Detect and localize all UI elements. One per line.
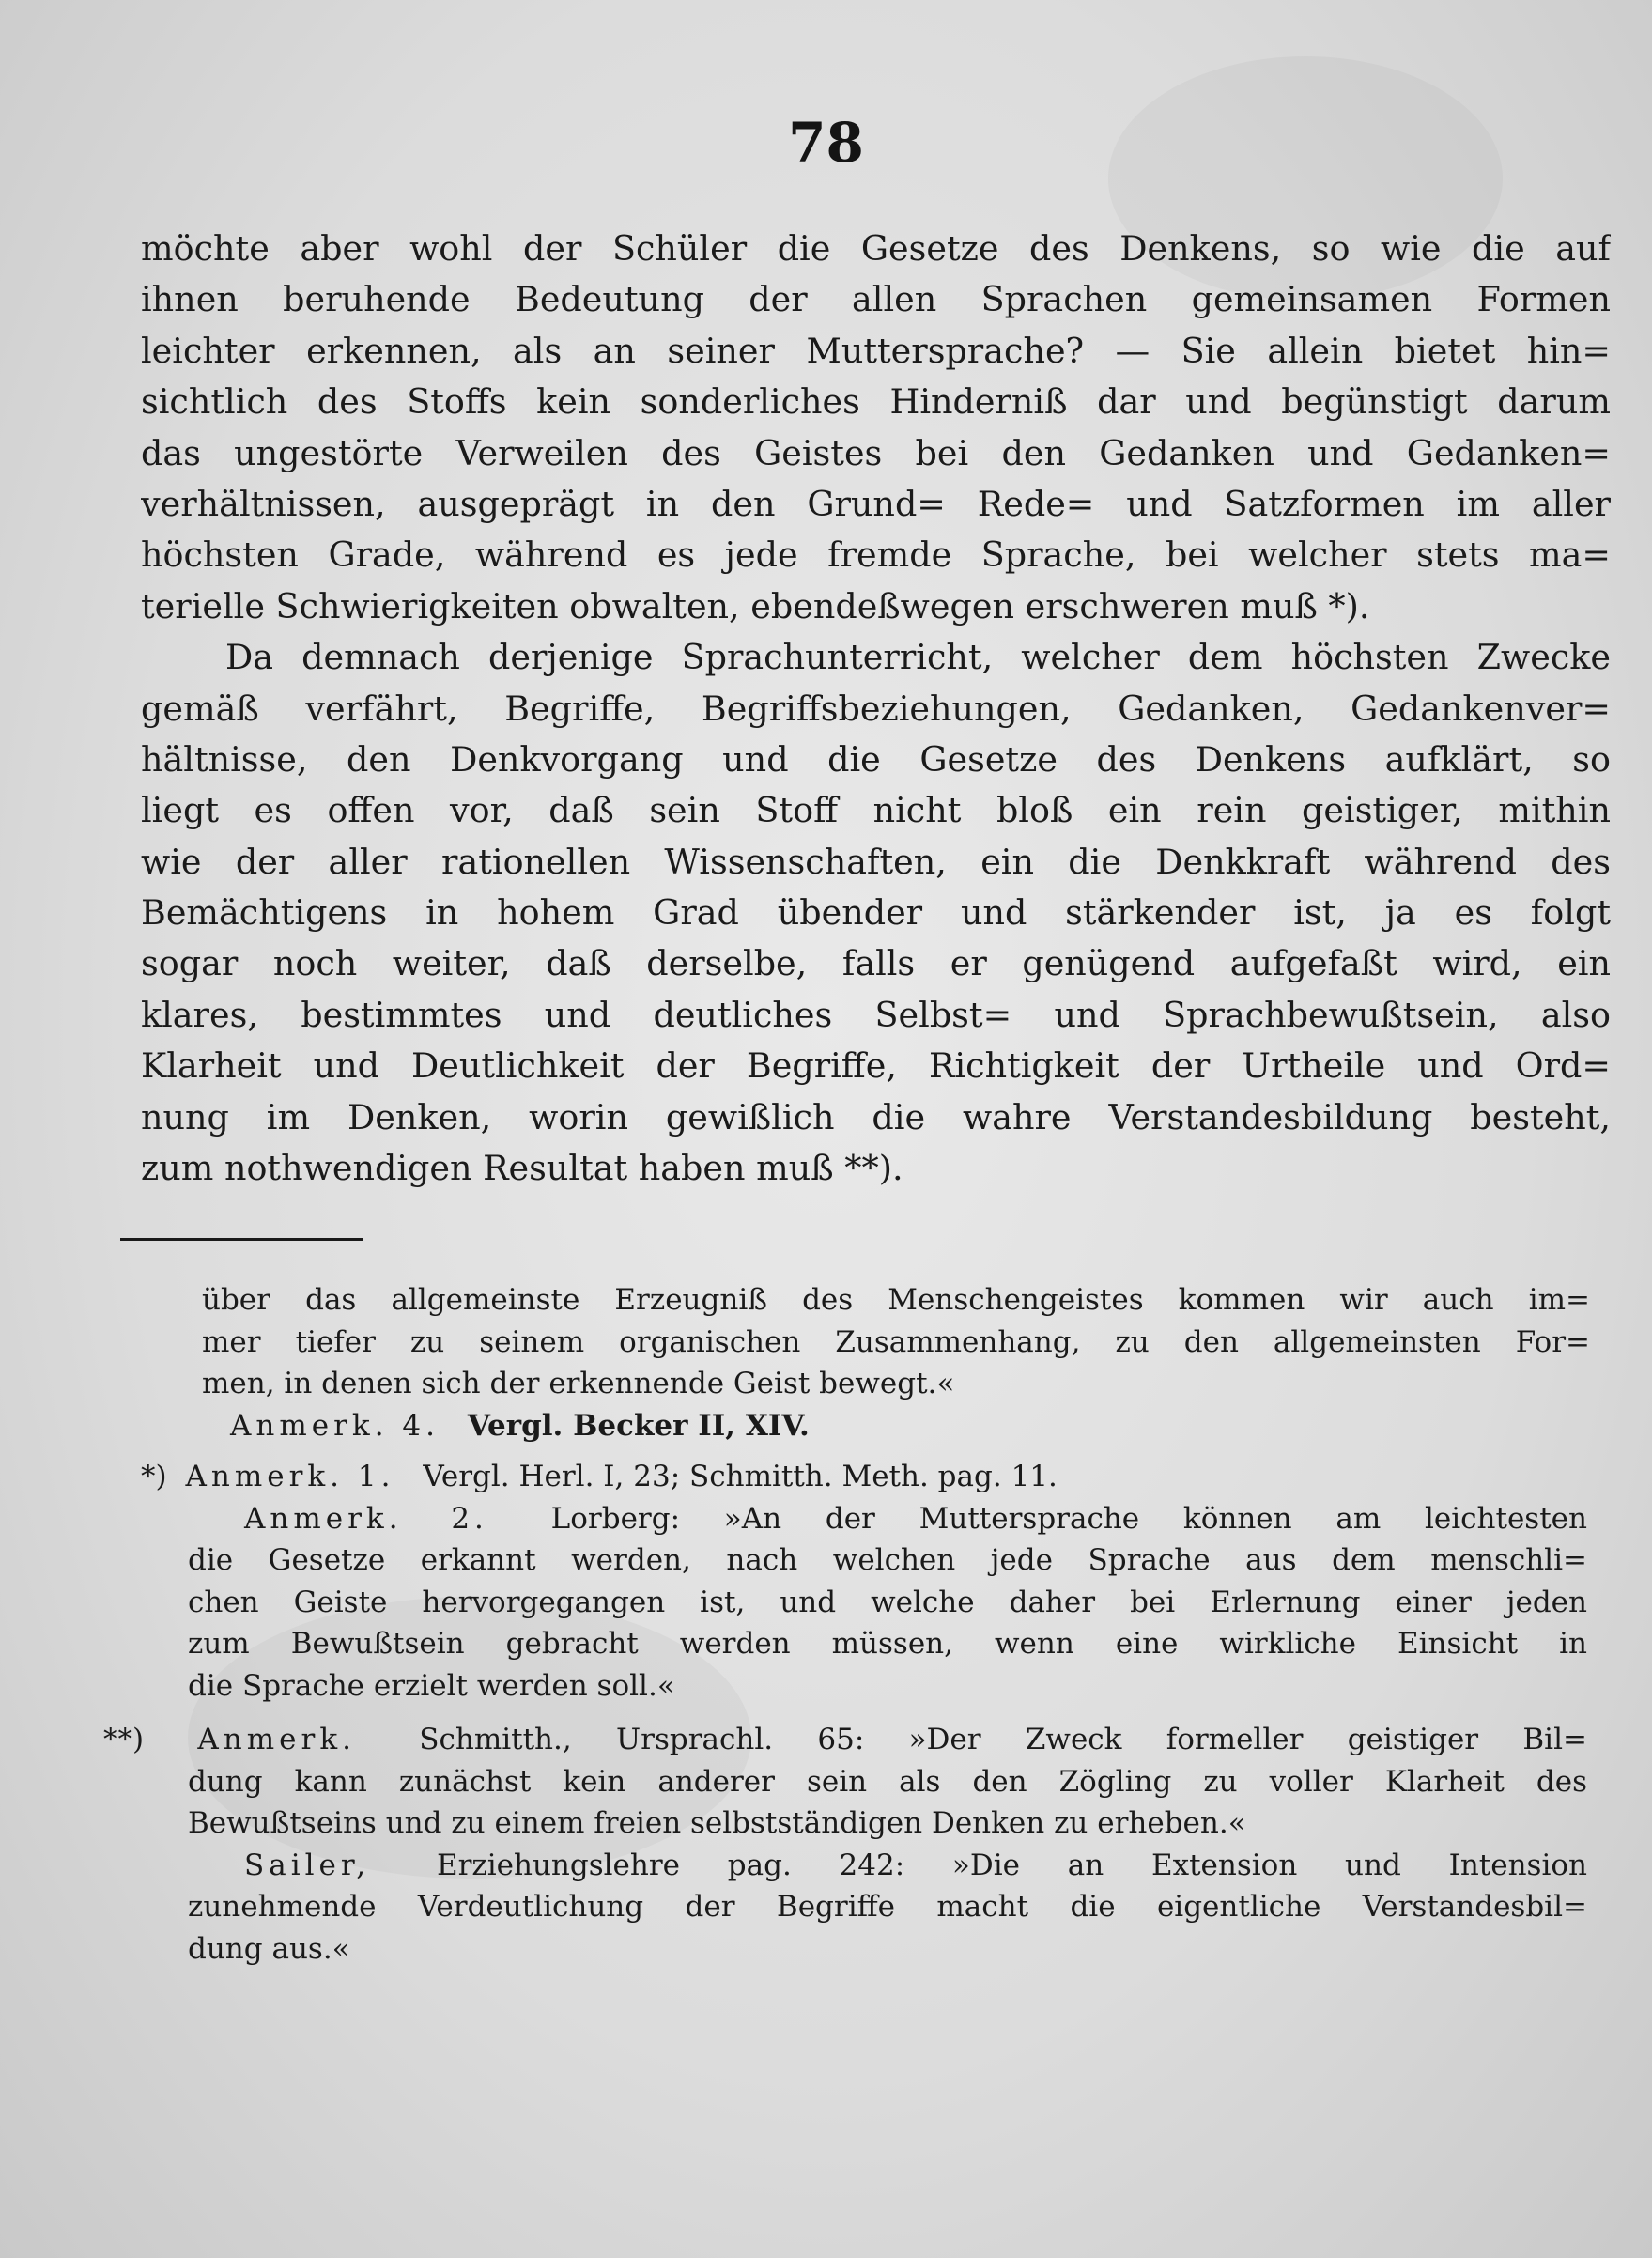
text-line: nung im Denken, worin gewißlich die wahre Verstandesbildung besteht, — [141, 1096, 1611, 1137]
note-text: Erziehungslehre pag. 242: »Die an Extension und Intension — [436, 1848, 1587, 1882]
footnote-line: die Sprache erzielt werden soll.« — [188, 1668, 675, 1703]
footnote-line: mer tiefer zu seinem organischen Zusammenhang, zu den allgemeinsten For= — [202, 1324, 1590, 1359]
footnote-line: die Gesetze erkannt werden, nach welchen jede Sprache aus dem menschli= — [188, 1543, 1587, 1577]
footnote-line: über das allgemeinste Erzeugniß des Menschengeistes kommen wir auch im= — [202, 1283, 1590, 1317]
text-line: leichter erkennen, als an seiner Muttersprache? — Sie allein bietet hin= — [141, 330, 1611, 371]
footnote-marker: *) — [141, 1460, 167, 1493]
text-line: höchsten Grade, während es jede fremde Sprache, bei welcher stets ma= — [141, 534, 1611, 576]
note-text: Schmitth., Ursprachl. 65: »Der Zweck formeller geistiger Bil= — [419, 1723, 1587, 1756]
footnote-2-sub-first-line — [103, 1845, 1587, 1887]
note-label: Anmerk. 4. — [230, 1408, 440, 1443]
footnote-1-sub-body — [141, 1539, 1587, 1707]
footnote-continuation — [202, 1279, 1590, 1446]
text-line: gemäß verfährt, Begriffe, Begriffsbeziehungen, Gedanken, Gedankenver= — [141, 688, 1611, 729]
paragraph-first-line: Da demnach derjenige Sprachunterricht, welcher dem höchsten Zwecke — [225, 637, 1611, 678]
footnote-line: zunehmende Verdeutlichung der Begriffe macht die eigentliche Verstandesbil= — [188, 1890, 1587, 1924]
text-line: Klarheit und Deutlichkeit der Begriffe, Richtigkeit der Urtheile und Ord= — [141, 1045, 1611, 1087]
note-text: Lorberg: »An der Muttersprache können am leichtesten — [550, 1501, 1587, 1536]
text-line: liegt es offen vor, daß sein Stoff nicht bloß ein rein geistiger, mithin — [141, 790, 1611, 831]
footnote-reference — [202, 1405, 1590, 1447]
text-line: das ungestörte Verweilen des Geistes bei den Gedanken und Gedanken= — [141, 432, 1611, 473]
text-line: sogar noch weiter, daß derselbe, falls er genügend aufgefaßt wird, ein — [141, 943, 1611, 984]
text-line: wie der aller rationellen Wissenschaften, ein die Denkkraft während des — [141, 841, 1611, 882]
note-label: Anmerk. 1. — [185, 1460, 395, 1493]
text-line: klares, bestimmtes und deutliches Selbst= und Sprachbewußtsein, also — [141, 994, 1611, 1035]
text-line: terielle Schwierigkeiten obwalten, ebendeßwegen erschweren muß *). — [141, 585, 1370, 626]
footnote-separator — [120, 1238, 363, 1241]
note-label: Sailer, — [244, 1848, 371, 1882]
note-label: Anmerk. 2. — [244, 1501, 488, 1536]
footnote-line: dung kann zunächst kein anderer sein als den Zögling zu voller Klarheit des — [188, 1764, 1587, 1799]
footnote-line: men, in denen sich der erkennende Geist bewegt.« — [202, 1367, 955, 1400]
note-label: Anmerk. — [197, 1723, 356, 1756]
footnote-line: zum Bewußtsein gebracht werden müssen, wenn eine wirkliche Einsicht in — [188, 1627, 1587, 1661]
text-line: möchte aber wohl der Schüler die Gesetze des Denkens, so wie die auf — [141, 228, 1611, 269]
footnote-1-first-line — [141, 1456, 1587, 1498]
footnote-line: dung aus.« — [188, 1931, 350, 1966]
footnote-line: chen Geiste hervorgegangen ist, und welche daher bei Erlernung einer jeden — [188, 1585, 1587, 1619]
text-line: ihnen beruhende Bedeutung der allen Sprachen gemeinsamen Formen — [141, 279, 1611, 320]
footnote-2-first-line — [103, 1719, 1587, 1761]
footnote-2-body — [103, 1761, 1587, 1845]
text-line: verhältnissen, ausgeprägt in den Grund= Rede= und Satzformen im aller — [141, 483, 1611, 524]
note-text: Vergl. Herl. I, 23; Schmitth. Meth. pag. 11. — [423, 1460, 1058, 1493]
footnote-2 — [103, 1719, 1587, 1970]
text-line: zum nothwendigen Resultat haben muß **). — [141, 1148, 903, 1189]
footnote-marker: **) — [103, 1723, 145, 1756]
footnote-1-sub-first-line — [141, 1498, 1587, 1540]
page-number: 78 — [788, 111, 864, 175]
footnote-1 — [141, 1456, 1587, 1707]
footnote-2-sub-body — [103, 1886, 1587, 1970]
text-line: Bemächtigens in hohem Grad übender und stärkender ist, ja es folgt — [141, 892, 1611, 934]
main-text — [141, 224, 1611, 1194]
text-line: hältnisse, den Denkvorgang und die Gesetze des Denkens aufklärt, so — [141, 738, 1611, 780]
note-text: Vergl. Becker II, XIV. — [467, 1408, 810, 1443]
text-line: sichtlich des Stoffs kein sonderliches Hinderniß dar und begünstigt darum — [141, 381, 1611, 423]
footnote-line: Bewußtseins und zu einem freien selbstständigen Denken zu erheben.« — [188, 1806, 1246, 1840]
